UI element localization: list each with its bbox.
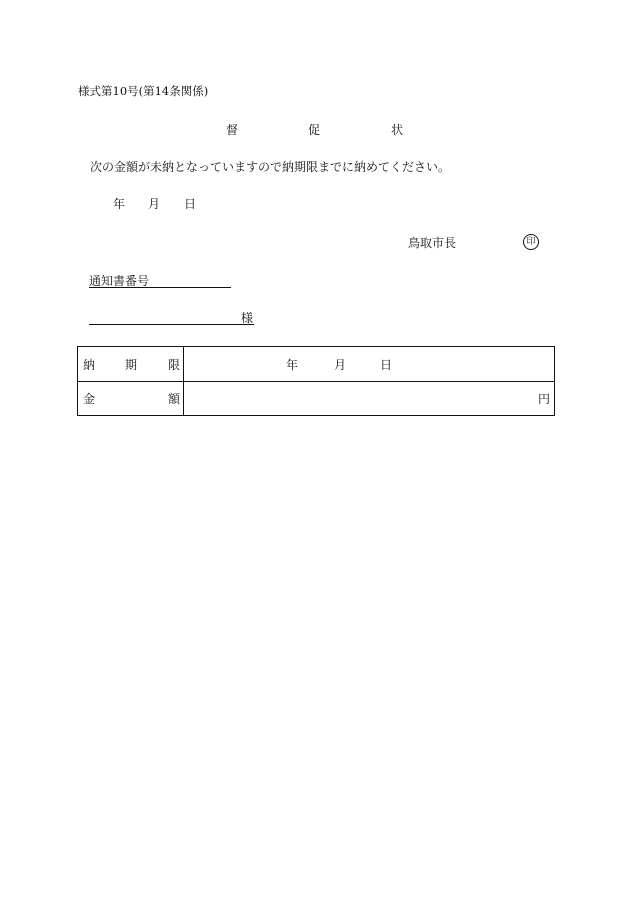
deadline-year-label: 年	[286, 358, 299, 372]
notice-text: 次の金額が未納となっていますので納期限までに納めてください。	[90, 160, 451, 174]
deadline-day-label: 日	[380, 358, 393, 372]
table-row-amount	[78, 382, 554, 416]
title-char: 督	[226, 123, 239, 137]
deadline-label-char: 限	[168, 358, 181, 372]
issue-date	[0, 198, 630, 212]
payment-info-table	[77, 346, 555, 416]
document-title	[0, 124, 630, 138]
form-number: 様式第10号(第14条関係)	[78, 84, 209, 98]
title-char: 状	[391, 123, 404, 137]
deadline-label-char: 納	[83, 358, 96, 372]
amount-label-char: 金	[83, 392, 96, 406]
title-char: 促	[308, 123, 321, 137]
amount-unit: 円	[538, 392, 551, 406]
date-month-label: 月	[148, 197, 161, 211]
seal-stamp: 印	[523, 234, 539, 250]
addressee-honorific: 様	[241, 311, 254, 325]
table-column-divider	[183, 347, 184, 415]
date-year-label: 年	[113, 197, 126, 211]
addressee-underline	[89, 324, 254, 325]
notice-number-underline	[89, 287, 231, 288]
deadline-month-label: 月	[334, 358, 347, 372]
table-row-deadline	[78, 347, 554, 382]
notice-number-label: 通知書番号	[89, 274, 150, 288]
date-day-label: 日	[184, 197, 197, 211]
issuer-name: 鳥取市長	[408, 236, 457, 250]
amount-label-char: 額	[168, 392, 181, 406]
deadline-label-char: 期	[125, 358, 138, 372]
